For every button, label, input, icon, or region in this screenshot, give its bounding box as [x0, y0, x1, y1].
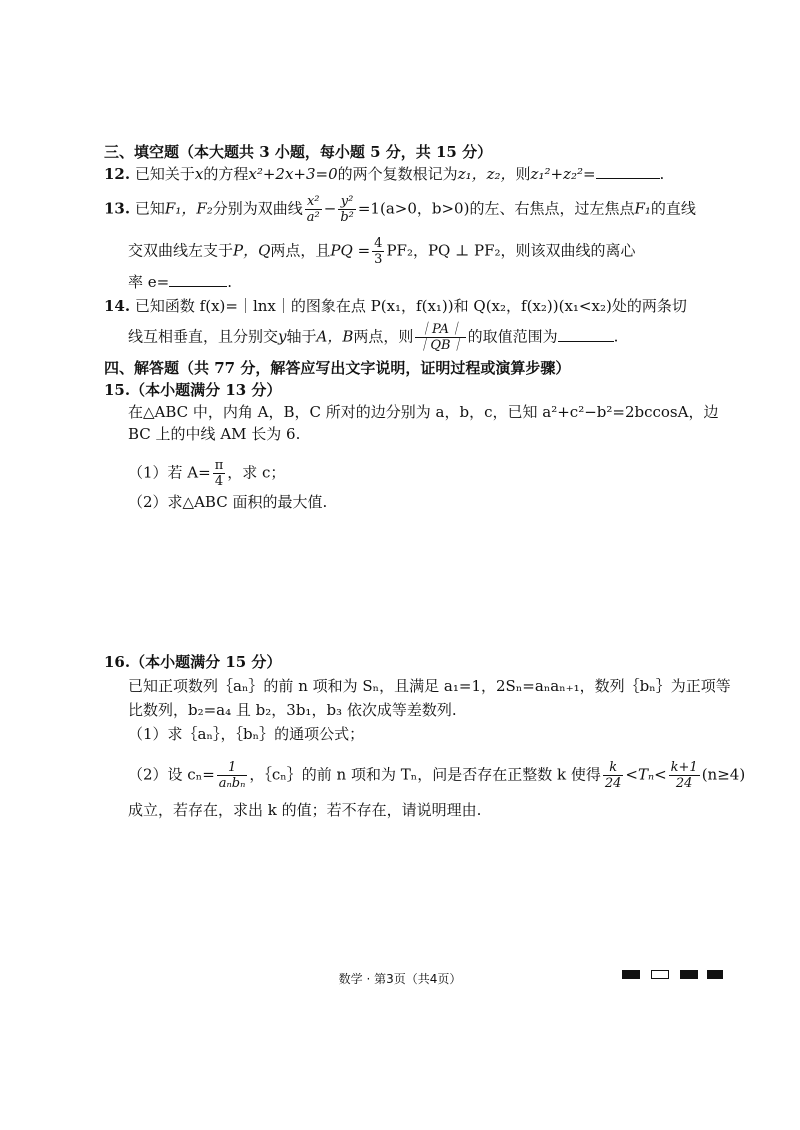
- question-text: 已知: [134, 199, 165, 218]
- fraction-1-anbn: [217, 760, 248, 791]
- question-13-line-2: [128, 236, 636, 267]
- question-15-line-1: 在△ABC 中，内角 A，B，C 所对的边分别为 a，b，c，已知 a²+c²−b²=2bccosA，边: [128, 403, 719, 421]
- question-text: 的直线: [650, 199, 696, 218]
- fraction-numerator: y²: [338, 194, 356, 210]
- question-15-part-1: [128, 458, 285, 489]
- question-16-line-1: 已知正项数列｛aₙ｝的前 n 项和为 Sₙ，且满足 a₁=1，2Sₙ=aₙaₙ₊₁，数列｛bₙ｝为正项等: [128, 677, 731, 695]
- question-text: 分别为双曲线: [212, 199, 303, 218]
- math-var: y: [278, 327, 287, 346]
- fraction-denominator: aₙbₙ: [218, 776, 246, 791]
- registration-mark: [622, 970, 640, 979]
- fraction-k-24: [603, 760, 624, 791]
- fraction-x2-a2: [305, 194, 322, 225]
- fraction-denominator: a²: [306, 210, 320, 225]
- fraction-denominator: b²: [340, 210, 354, 225]
- question-text: 的方程: [203, 165, 249, 183]
- registration-mark: [651, 970, 669, 979]
- fraction-denominator: 24: [604, 776, 622, 791]
- question-16-line-2: 比数列，b₂=a₄ 且 b₂，3b₁，b₃ 依次成等差数列.: [128, 701, 457, 719]
- question-number: 14.: [104, 297, 131, 315]
- fraction-denominator: ｜QB｜: [417, 338, 464, 353]
- question-text: 则: [515, 165, 531, 183]
- question-text: PF₂，PQ ⊥ PF₂，则该双曲线的离心: [386, 241, 636, 260]
- question-text: =1(a>0，b>0)的左、右焦点，过左焦点: [357, 199, 635, 218]
- question-text: 的两个复数根记为: [337, 165, 458, 183]
- section-title-solutions: 四、解答题（共 77 分，解答应写出文字说明，证明过程或演算步骤）: [104, 359, 571, 377]
- fraction-numerator: k: [603, 760, 624, 776]
- math-expression: <Tₙ<: [625, 765, 667, 784]
- math-var: x: [194, 165, 204, 183]
- question-text: 交双曲线左支于: [128, 241, 234, 260]
- question-text: 轴于: [286, 327, 317, 346]
- question-text: 线互相垂直，且分别交: [128, 327, 279, 346]
- answer-blank[interactable]: [596, 164, 660, 179]
- fraction-numerator: 4: [374, 236, 383, 251]
- fraction-numerator: k+1: [670, 760, 698, 775]
- page-footer: 数学 · 第3页（共4页）: [338, 972, 462, 986]
- fraction-pa-qb: [415, 322, 465, 353]
- fraction-4-3: [372, 236, 384, 267]
- question-text: （2）设 cₙ=: [128, 765, 215, 784]
- question-16-line-last: 成立，若存在，求出 k 的值；若不存在，请说明理由.: [128, 801, 482, 819]
- fraction-numerator: π: [214, 458, 224, 473]
- math-expression: PQ =: [330, 241, 371, 260]
- answer-blank[interactable]: [169, 272, 227, 287]
- fraction-y2-b2: [338, 194, 356, 225]
- fraction-pi-4: [213, 458, 226, 489]
- fraction-denominator: 3: [374, 252, 383, 267]
- question-16-part-1: （1）求｛aₙ｝，｛bₙ｝的通项公式；: [128, 725, 365, 743]
- math-foci: F₁，F₂: [164, 199, 213, 218]
- question-text: 的取值范围为: [467, 327, 558, 346]
- fraction-numerator: x²: [305, 194, 322, 210]
- math-roots: z₁，z₂，: [457, 165, 516, 183]
- question-12: 12. 已知关于x的方程x²+2x+3=0的两个复数根记为z₁，z₂，则z₁²+z₂²= .: [104, 165, 665, 183]
- question-14-line-1: [104, 296, 687, 316]
- question-text: 率 e=: [128, 273, 170, 291]
- question-13-line-3: 率 e= .: [128, 273, 232, 291]
- question-text: ，｛cₙ｝的前 n 项和为 Tₙ，问是否存在正整数 k 使得: [249, 765, 601, 784]
- math-points: P，Q: [233, 241, 271, 260]
- question-text: ，求 c；: [227, 463, 286, 482]
- question-number: 12.: [104, 165, 131, 183]
- question-text: （1）若 A=: [128, 463, 211, 482]
- question-text: 两点，且: [270, 241, 331, 260]
- fraction-numerator: ｜PA｜: [415, 322, 465, 338]
- fraction-k1-24: [669, 760, 700, 791]
- fraction-denominator: 4: [214, 474, 224, 489]
- math-expression: z₁²+z₂²=: [530, 165, 596, 183]
- question-15-header: 15.（本小题满分 13 分）: [104, 381, 282, 399]
- question-number: 13.: [104, 199, 131, 218]
- question-16-part-2: [128, 760, 745, 791]
- math-points: A，B: [316, 327, 354, 346]
- question-15-part-2: （2）求△ABC 面积的最大值.: [128, 493, 328, 511]
- section-title-fill-in: 三、填空题（本大题共 3 小题，每小题 5 分，共 15 分）: [104, 143, 493, 161]
- math-equation: x²+2x+3=0: [248, 165, 338, 183]
- answer-blank[interactable]: [558, 327, 614, 342]
- fraction-denominator: 24: [675, 776, 693, 791]
- question-16-header: 16.（本小题满分 15 分）: [104, 653, 282, 671]
- question-text: 已知关于: [134, 165, 195, 183]
- question-text: 已知函数 f(x)=｜lnx｜的图象在点 P(x₁，f(x₁))和 Q(x₂，f(x₂))(x₁<x₂)处的两条切: [134, 297, 687, 315]
- question-15-line-2: BC 上的中线 AM 长为 6.: [128, 425, 301, 443]
- fraction-numerator: 1: [217, 760, 248, 776]
- question-14-line-2: 线互相垂直，且分别交y轴于A，B两点，则 $\frac{|PA|}{|QB|}$ 的取值范围为 .: [128, 322, 619, 353]
- math-condition: (n≥4): [701, 765, 746, 784]
- math-operator: −: [323, 199, 337, 218]
- question-13-line-1: [104, 194, 696, 225]
- registration-mark: [680, 970, 698, 979]
- math-focus: F₁: [634, 199, 651, 218]
- question-text: 两点，则: [353, 327, 414, 346]
- registration-mark: [707, 970, 723, 979]
